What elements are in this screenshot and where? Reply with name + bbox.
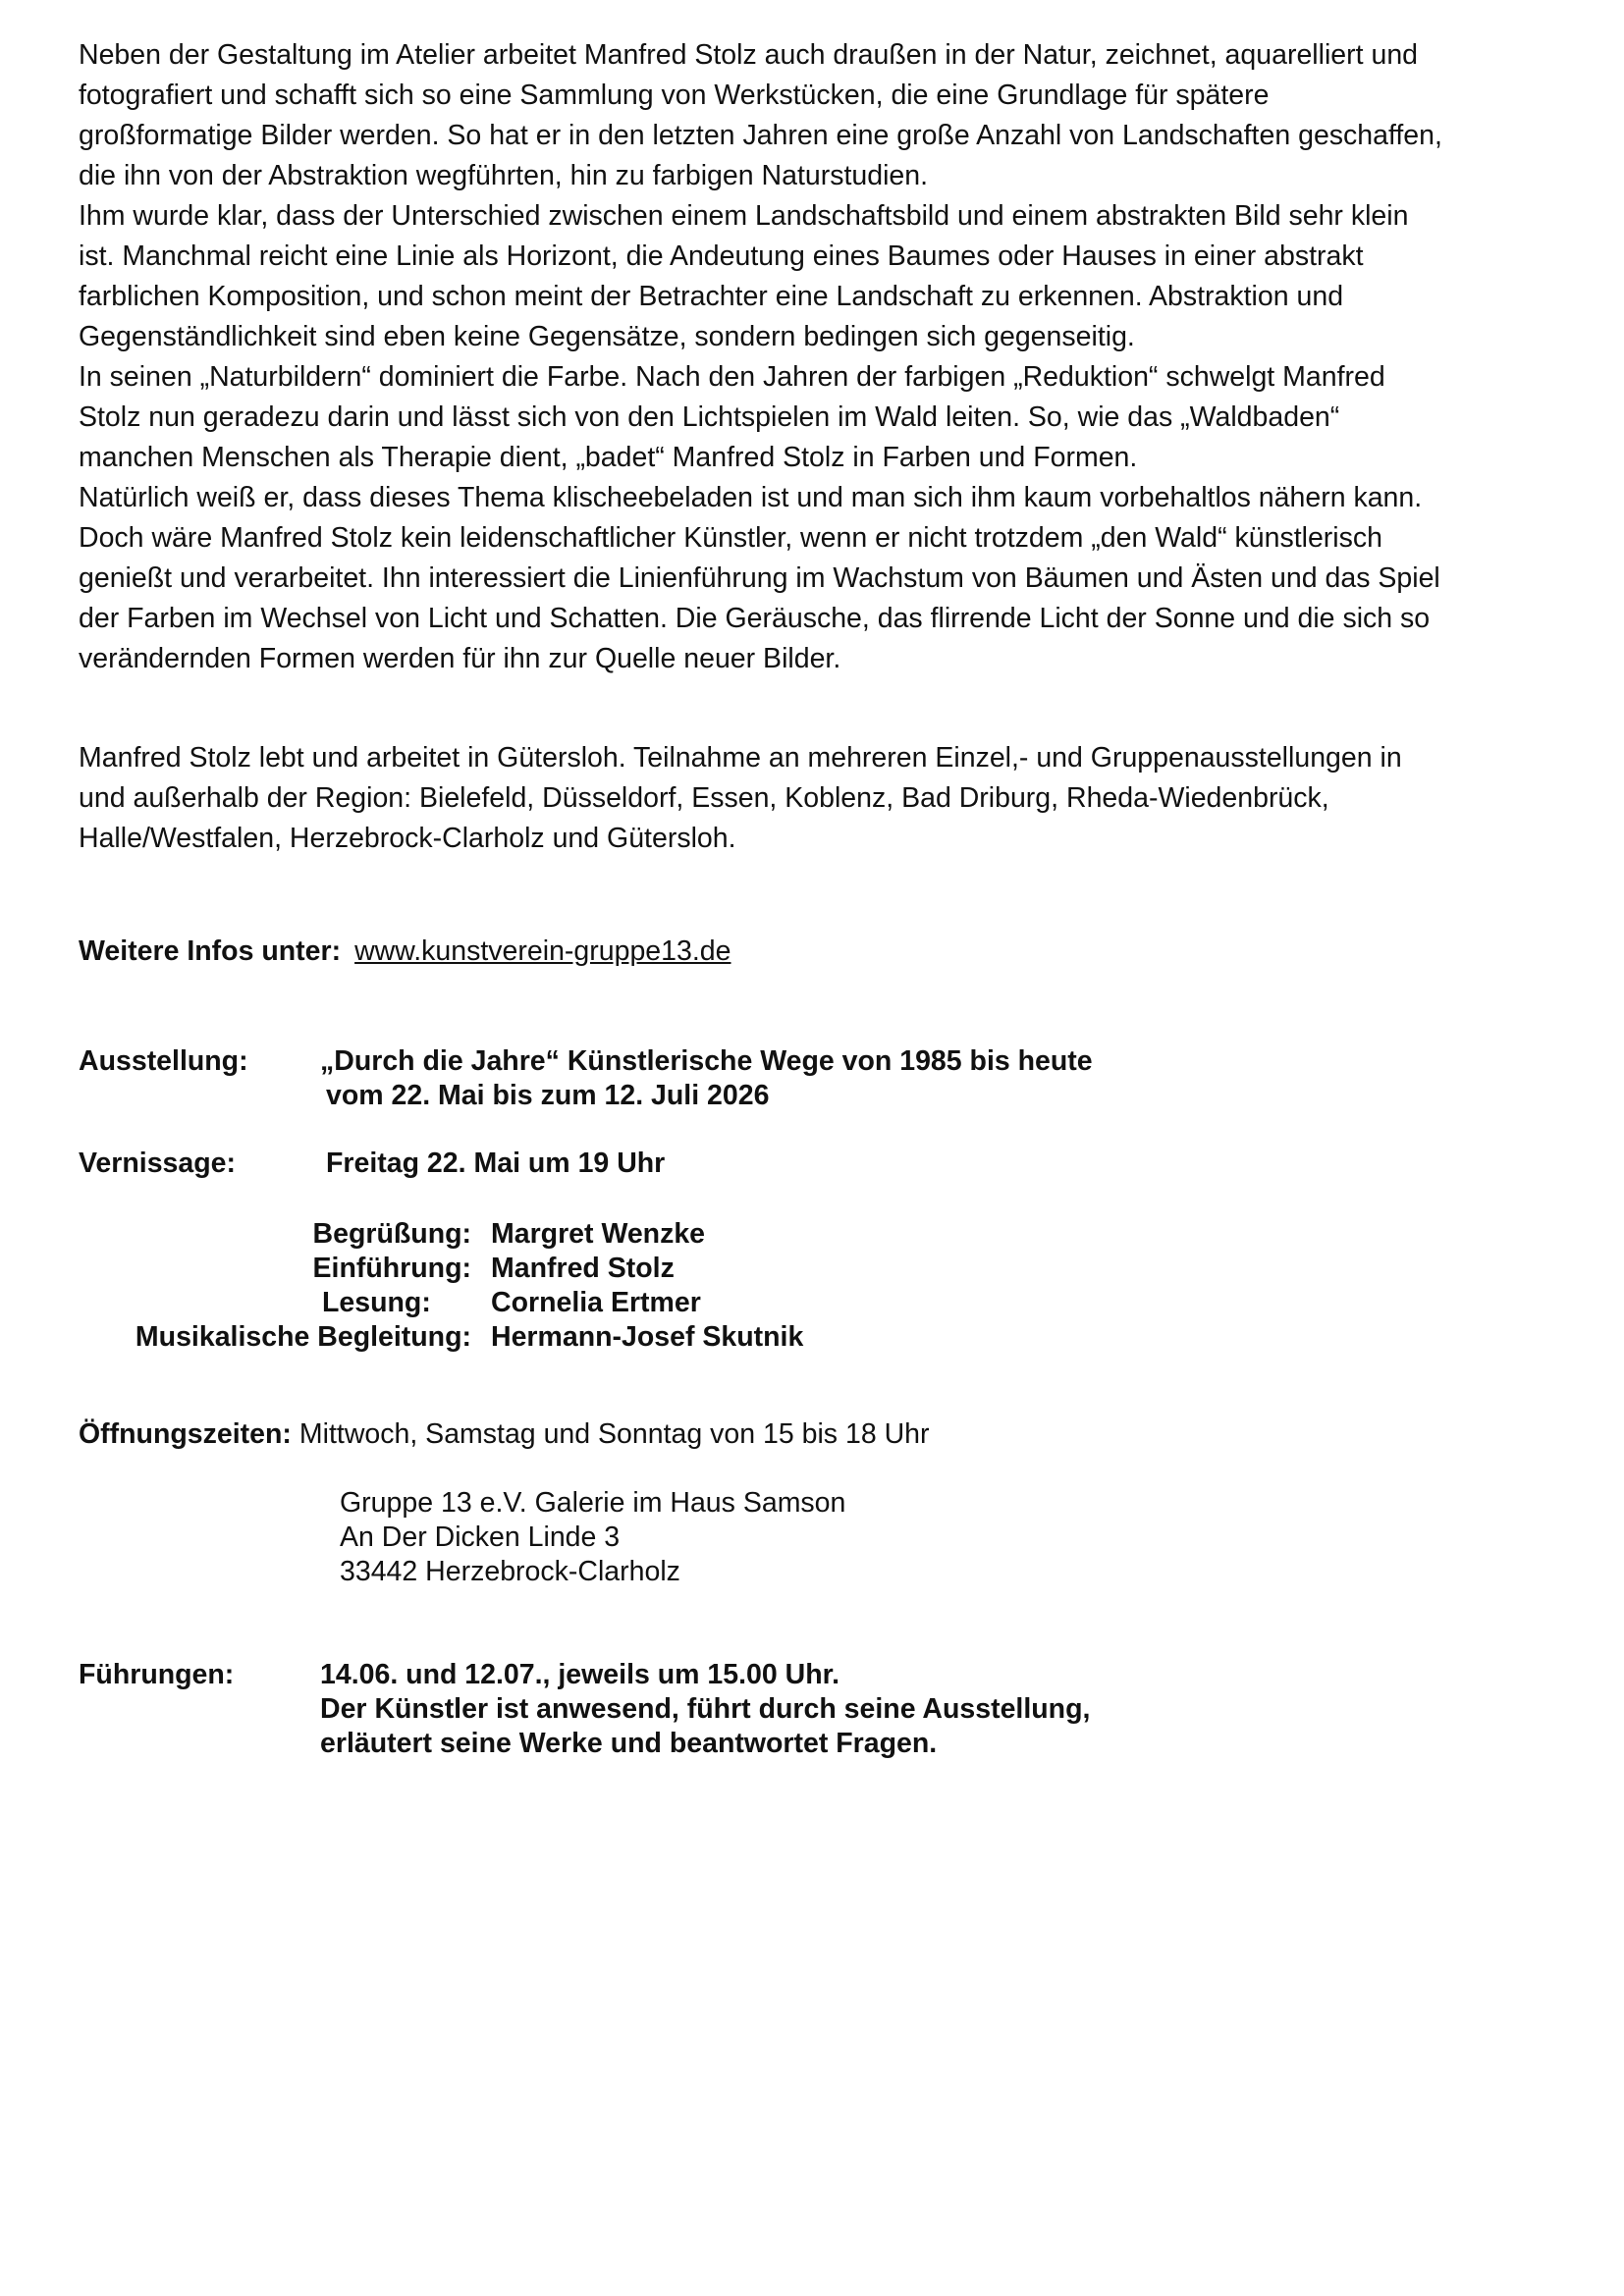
intro-line: Gegenständlichkeit sind eben keine Gegensätze, sondern bedingen sich gegenseitig. (79, 321, 1135, 352)
speaker-name: Manfred Stolz (491, 1253, 675, 1284)
vernissage-value (320, 1147, 1571, 1181)
intro-line: der Farben im Wechsel von Licht und Schatten. Die Geräusche, das flirrende Licht der Sonne und die sich so (79, 603, 1431, 634)
address-line: Gruppe 13 e.V. Galerie im Haus Samson (340, 1487, 846, 1519)
intro-line: farblichen Komposition, und schon meint der Betrachter eine Landschaft zu erkennen. Abstraktion und (79, 281, 1344, 312)
intro-line: Neben der Gestaltung im Atelier arbeitet Manfred Stolz auch draußen in der Natur, zeichnet, aquarelliert und (79, 39, 1419, 71)
opening-hours-label: Öffnungszeiten: (79, 1418, 292, 1450)
tours-line: Der Künstler ist anwesend, führt durch seine Ausstellung, (320, 1693, 1091, 1725)
document-page (79, 35, 1571, 1761)
intro-line: die ihn von der Abstraktion wegführten, hin zu farbigen Naturstudien. (79, 160, 929, 191)
exhibition-value (320, 1044, 1571, 1113)
exhibition-label: Ausstellung: (79, 1045, 248, 1077)
speaker-name: Hermann-Josef Skutnik (491, 1321, 804, 1353)
speaker-row (79, 1252, 1571, 1286)
intro-line: verändernden Formen werden für ihn zur Quelle neuer Bilder. (79, 643, 841, 674)
intro-line: fotografiert und schafft sich so eine Sammlung von Werkstücken, die eine Grundlage für spätere (79, 80, 1270, 111)
venue-address (340, 1486, 1571, 1589)
intro-line: großformatige Bilder werden. So hat er in den letzten Jahren eine große Anzahl von Landschaften geschaffen, (79, 120, 1442, 151)
exhibition-dates: vom 22. Mai bis zum 12. Juli 2026 (326, 1080, 770, 1111)
speaker-role: Einführung: (312, 1253, 471, 1284)
speaker-name: Cornelia Ertmer (491, 1287, 701, 1318)
more-info-label: Weitere Infos unter: (79, 935, 342, 967)
speakers-list (79, 1217, 1571, 1355)
address-line: 33442 Herzebrock-Clarholz (340, 1556, 680, 1587)
speaker-row (79, 1217, 1571, 1252)
opening-hours-value: Mittwoch, Samstag und Sonntag von 15 bis 18 Uhr (298, 1418, 930, 1450)
tours-value (320, 1658, 1571, 1761)
intro-line: manchen Menschen als Therapie dient, „badet“ Manfred Stolz in Farben und Formen. (79, 442, 1138, 473)
intro-line: Doch wäre Manfred Stolz kein leidenschaftlicher Künstler, wenn er nicht trotzdem „den Wald“ künstlerisch (79, 522, 1382, 554)
exhibition-title: „Durch die Jahre“ Künstlerische Wege von 1985 bis heute (320, 1045, 1093, 1077)
bio-paragraph (79, 738, 1571, 859)
intro-line: ist. Manchmal reicht eine Linie als Horizont, die Andeutung eines Baumes oder Hauses in einer abstrakt (79, 240, 1364, 272)
speaker-row (79, 1286, 1571, 1320)
opening-hours (79, 1417, 1571, 1452)
intro-line: Natürlich weiß er, dass dieses Thema klischeebeladen ist und man sich ihm kaum vorbehaltlos nähern kann. (79, 482, 1423, 513)
bio-line: Halle/Westfalen, Herzebrock-Clarholz und Gütersloh. (79, 823, 736, 854)
tours-label: Führungen: (79, 1659, 235, 1690)
exhibition-row (79, 1044, 1571, 1113)
tours-line: erläutert seine Werke und beantwortet Fragen. (320, 1728, 938, 1759)
tours-row (79, 1658, 1571, 1761)
website-link[interactable]: www.kunstverein-gruppe13.de (354, 935, 731, 967)
speaker-role: Musikalische Begleitung: (135, 1321, 471, 1353)
vernissage-row (79, 1147, 1571, 1181)
more-info (79, 932, 1571, 972)
speaker-name: Margret Wenzke (491, 1218, 706, 1250)
intro-line: Stolz nun geradezu darin und lässt sich von den Lichtspielen im Wald leiten. So, wie das „Waldbaden“ (79, 401, 1340, 433)
vernissage-date: Freitag 22. Mai um 19 Uhr (326, 1148, 666, 1179)
intro-paragraph (79, 35, 1571, 679)
speaker-role: Lesung: (322, 1287, 431, 1318)
intro-line: genießt und verarbeitet. Ihn interessiert die Linienführung im Wachstum von Bäumen und Ästen und das Spiel (79, 562, 1440, 594)
bio-line: und außerhalb der Region: Bielefeld, Düsseldorf, Essen, Koblenz, Bad Driburg, Rheda-Wiedenbrück, (79, 782, 1329, 814)
address-line: An Der Dicken Linde 3 (340, 1522, 621, 1553)
vernissage-label: Vernissage: (79, 1148, 237, 1179)
intro-line: Ihm wurde klar, dass der Unterschied zwischen einem Landschaftsbild und einem abstrakten Bild sehr klein (79, 200, 1409, 232)
speaker-row (79, 1320, 1571, 1355)
speaker-role: Begrüßung: (312, 1218, 471, 1250)
bio-line: Manfred Stolz lebt und arbeitet in Gütersloh. Teilnahme an mehreren Einzel,- und Gruppenausstellungen in (79, 742, 1402, 774)
intro-line: In seinen „Naturbildern“ dominiert die Farbe. Nach den Jahren der farbigen „Reduktion“ schwelgt Manfred (79, 361, 1385, 393)
tours-line: 14.06. und 12.07., jeweils um 15.00 Uhr. (320, 1659, 840, 1690)
